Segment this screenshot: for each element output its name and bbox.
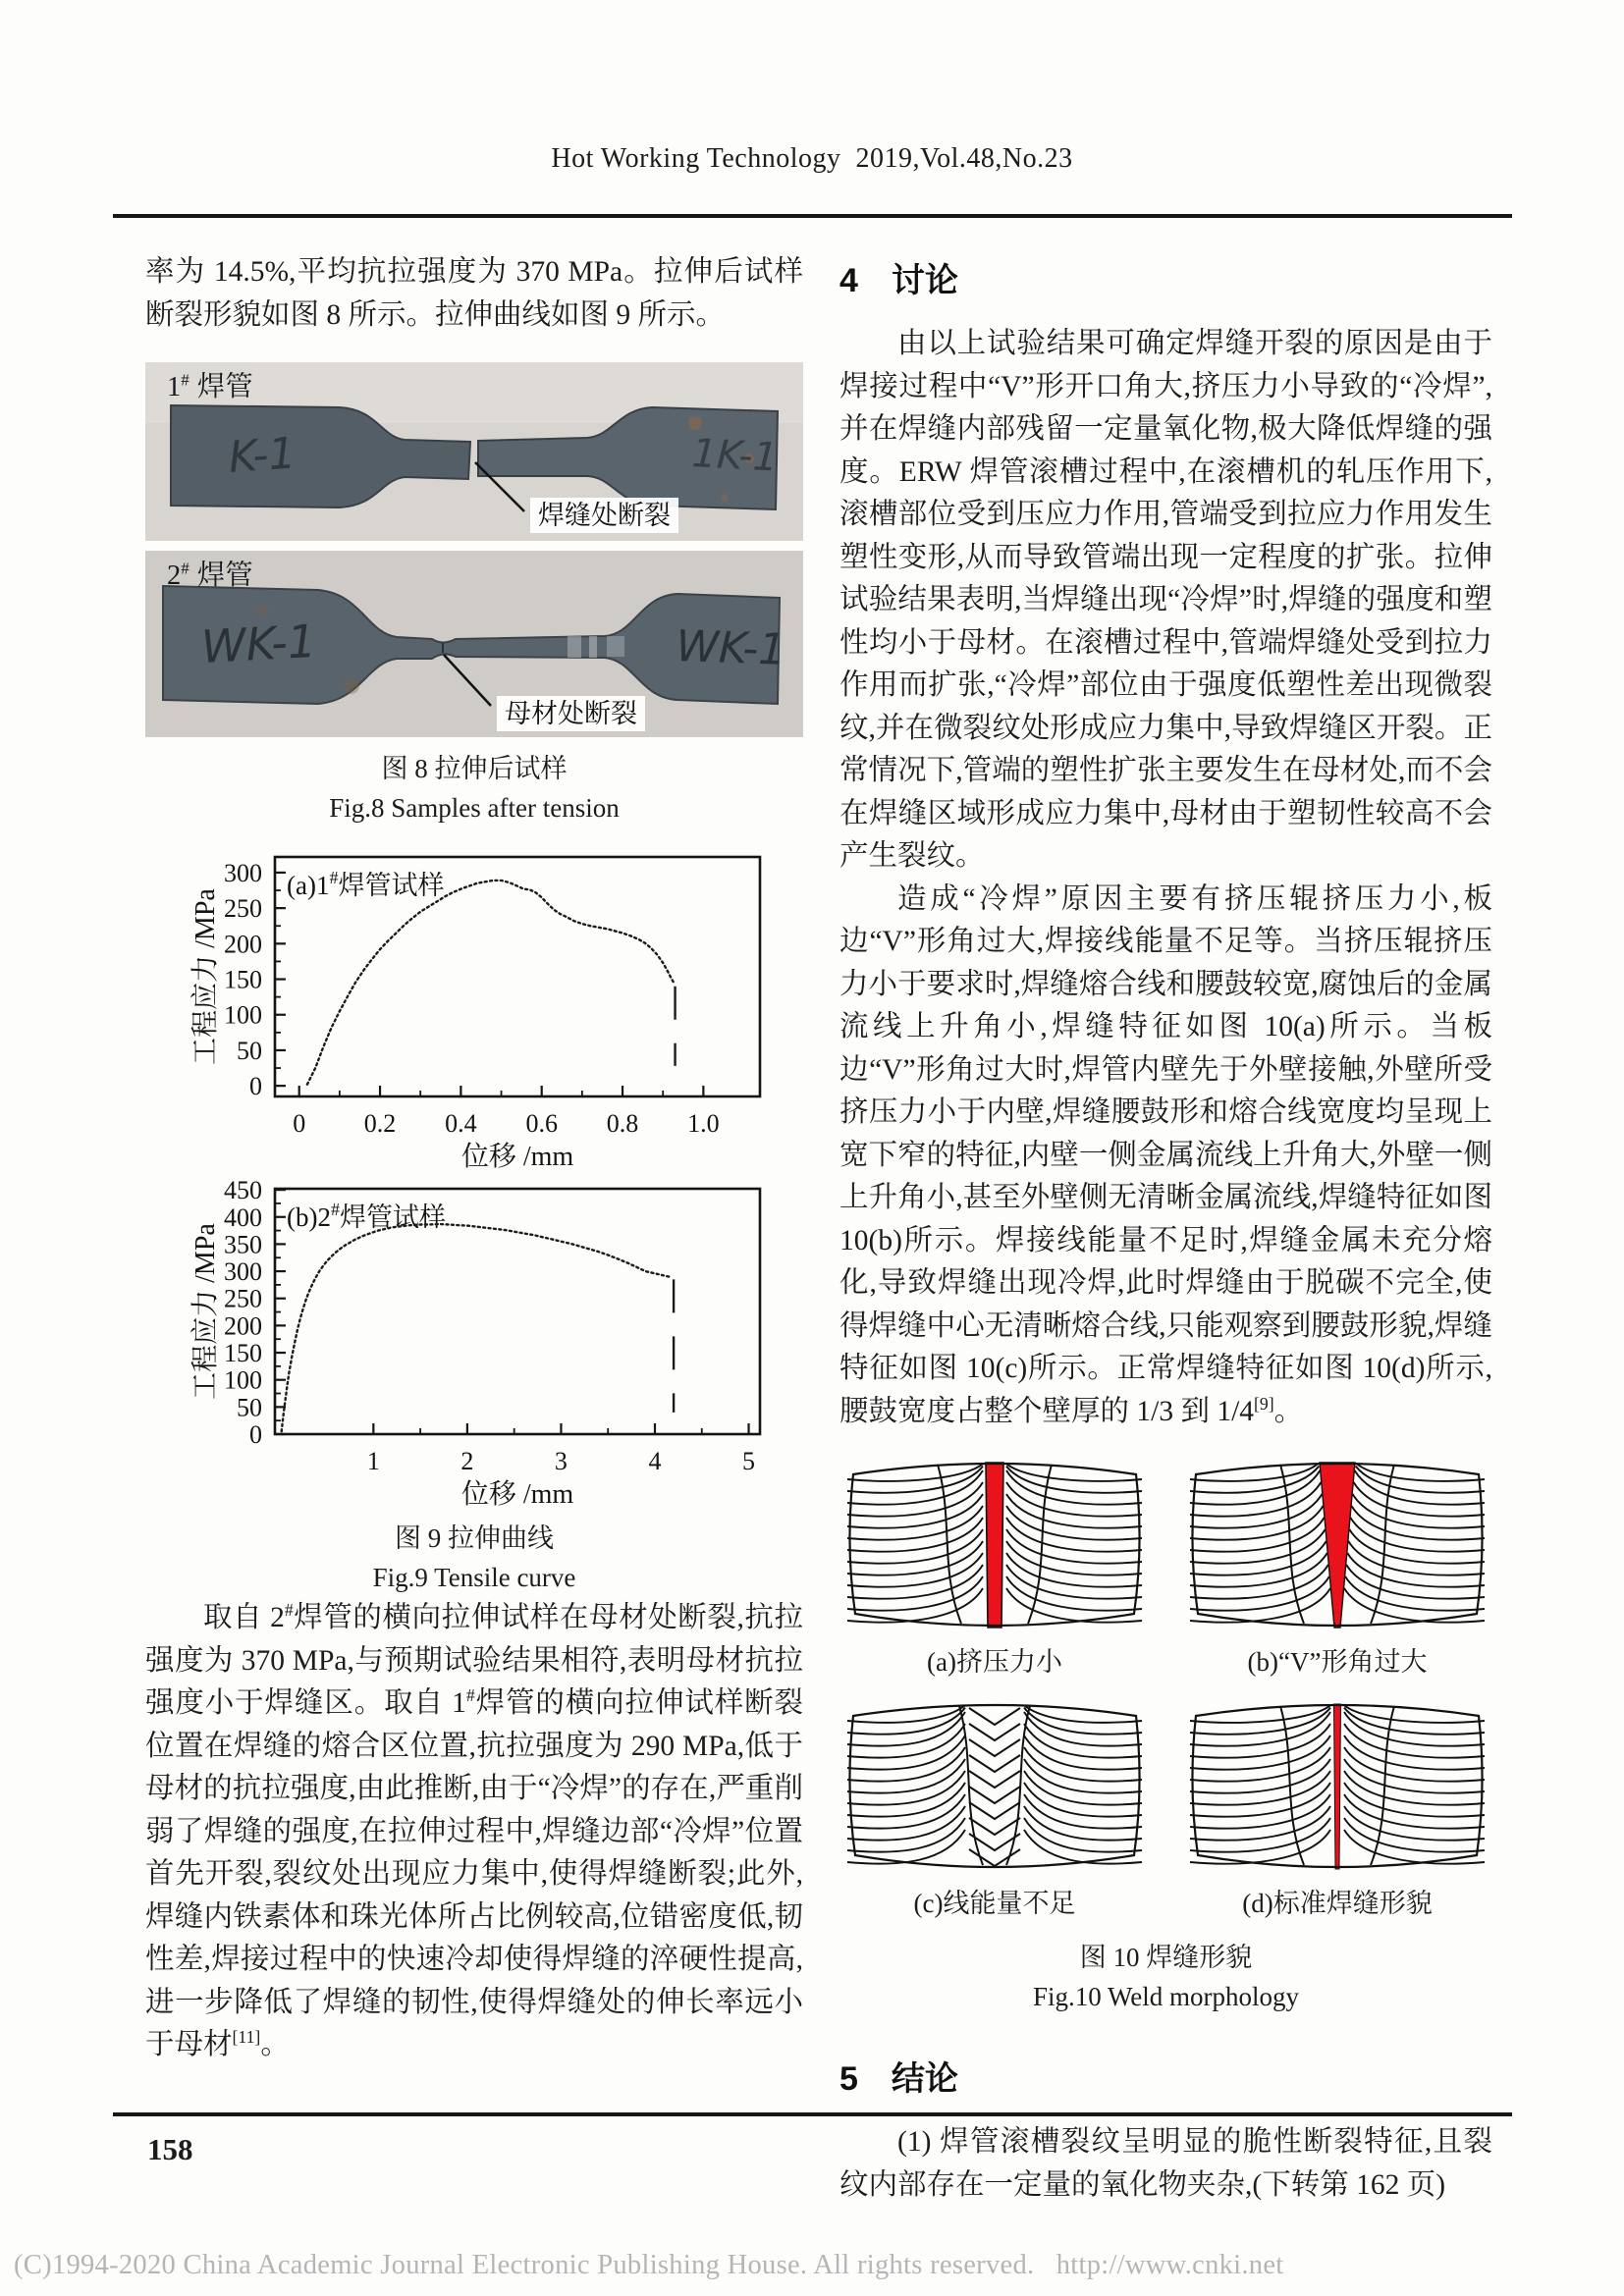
intro-paragraph: 率为 14.5%,平均抗拉强度为 370 MPa。拉伸后试样断裂形貌如图 8 所示。拉伸曲线如图 9 所示。 — [145, 256, 803, 331]
figure8-photo-1 — [145, 362, 803, 541]
svg-text:100: 100 — [224, 1365, 262, 1395]
weld-label-d: (d)标准焊缝形貌 — [1242, 1889, 1433, 1918]
figure10-row-2-labels — [839, 1881, 1492, 1934]
svg-text:0.4: 0.4 — [445, 1109, 477, 1138]
svg-text:250: 250 — [224, 1284, 262, 1313]
svg-text:工程应力 /MPa: 工程应力 /MPa — [190, 1223, 221, 1400]
section4-paragraph-1: 由以上试验结果可确定焊缝开裂的原因是由于焊接过程中“V”形开口角大,挤压力小导致的“冷焊”,并在焊缝内部残留一定量氧化物,极大降低焊缝的强度。ERW 焊管滚槽过程中,在滚槽机的轧压作用下,滚槽部位受到压应力作用,管端受到拉应力作用发生塑性变形,从而导致管端出现一定程度的扩张。拉伸试验结果表明,当焊缝出现“冷焊”时,焊缝的强度和塑性均小于母材。在滚槽过程中,管端焊缝处受到拉力作用而扩张,“冷焊”部位由于强度低塑性差出现微裂纹,并在微裂纹处形成应力集中,导致焊缝区开裂。正常情况下,管端的塑性扩张主要发生在母材处,而不会在焊缝区域形成应力集中,母材由于塑韧性较高不会产生裂纹。 — [839, 328, 1492, 872]
figure8-captions — [145, 749, 803, 828]
photo1-fracture-annotation: 焊缝处断裂 — [530, 498, 678, 533]
copyright-notice: (C)1994-2020 China Academic Journal Electronic Publishing House. All rights reserved. http://www.cnki.net — [14, 2250, 1284, 2280]
svg-text:K-1: K-1 — [227, 428, 298, 483]
figure10-captions — [839, 1938, 1492, 2016]
svg-text:450: 450 — [224, 1181, 262, 1205]
photo2-sample-label: 2# 焊管 — [167, 559, 253, 591]
figure8-caption-en: Fig.8 Samples after tension — [329, 793, 620, 823]
weld-diagram-a — [839, 1451, 1150, 1639]
figure10-diagram-grid — [839, 1451, 1492, 1934]
page-number: 158 — [147, 2132, 193, 2166]
tensile-curve-chart-a — [185, 849, 774, 1175]
tensile-curve-chart-b — [185, 1181, 774, 1513]
svg-text:0.6: 0.6 — [525, 1109, 558, 1138]
weld-morphology-svg-b — [1182, 1451, 1492, 1639]
figure8-photo-2 — [145, 551, 803, 737]
svg-text:1K-1: 1K-1 — [690, 431, 780, 481]
photo1-sample-label: 1# 焊管 — [167, 370, 253, 402]
footer-rule — [113, 2112, 1512, 2116]
weld-label-a: (a)挤压力小 — [927, 1647, 1062, 1677]
svg-text:0.8: 0.8 — [606, 1109, 639, 1138]
svg-text:50: 50 — [237, 1036, 262, 1065]
right-column — [839, 251, 1492, 2207]
svg-text:350: 350 — [224, 1230, 262, 1259]
photo2-fracture-annotation: 母材处断裂 — [497, 696, 645, 731]
discussion-paragraph-left: 取自 2#焊管的横向拉伸试样在母材处断裂,抗拉强度为 370 MPa,与预期试验结果相符,表明母材抗拉强度小于焊缝区。取自 1#焊管的横向拉伸试样断裂位置在焊缝的熔合区位置,抗拉强度为 290 MPa,低于母材的抗拉强度,由此推断,由于“冷焊”的存在,严重削弱了焊缝的强度,在拉伸过程中,焊缝边部“冷焊”位置首先开裂,裂纹处出现应力集中,使得焊缝断裂;此外,焊缝内铁素体和珠光体所占比例较高,位错密度低,韧性差,焊接过程中的快速冷却使得焊缝的淬硬性提高,进一步降低了焊缝的韧性,使得焊缝处的伸长率远小于母材[11]。 — [145, 1600, 803, 2060]
figure9-caption-zh: 图 9 拉伸曲线 — [395, 1523, 554, 1553]
svg-text:3: 3 — [554, 1447, 568, 1475]
svg-text:(a)1#焊管试样: (a)1#焊管试样 — [287, 868, 445, 900]
weld-label-b: (b)“V”形角过大 — [1247, 1647, 1428, 1677]
weld-label-c: (c)线能量不足 — [913, 1889, 1076, 1918]
svg-text:200: 200 — [224, 930, 262, 959]
svg-text:0: 0 — [293, 1109, 306, 1138]
svg-text:0: 0 — [249, 1072, 262, 1101]
section4-heading: 4 讨论 — [839, 262, 958, 299]
figure10-row-1-labels — [839, 1639, 1492, 1692]
svg-text:位移 /mm: 位移 /mm — [460, 1479, 574, 1510]
svg-text:100: 100 — [224, 1000, 262, 1030]
svg-text:1: 1 — [366, 1447, 380, 1475]
svg-text:(b)2#焊管试样: (b)2#焊管试样 — [287, 1200, 446, 1232]
figure8-caption-zh: 图 8 拉伸后试样 — [381, 754, 568, 783]
svg-text:150: 150 — [224, 965, 262, 994]
section4-paragraph-2: 造成“冷焊”原因主要有挤压辊挤压力小,板边“V”形角过大,焊接线能量不足等。当挤压辊挤压力小于要求时,焊缝熔合线和腰鼓较宽,腐蚀后的金属流线上升角小,焊缝特征如图 10(a)所示。当板边“V”形角过大时,焊管内壁先于外壁接触,外壁所受挤压力小于内壁,焊缝腰鼓形和熔合线宽度均呈现上宽下窄的特征,内壁一侧金属流线上升角大,外壁一侧上升角小,甚至外壁侧无清晰金属流线,焊缝特征如图 10(b)所示。焊接线能量不足时,焊缝金属未充分熔化,导致焊缝出现冷焊,此时焊缝由于脱碳不完全,使得焊缝中心无清晰熔合线,只能观察到腰鼓形貌,焊缝特征如图 10(c)所示。正常焊缝特征如图 10(d)所示,腰鼓宽度占整个壁厚的 1/3 到 1/4[9]。 — [839, 882, 1492, 1427]
svg-text:300: 300 — [224, 858, 262, 887]
journal-header: Hot Working Technology 2019,Vol.48,No.23 — [551, 143, 1073, 174]
section5-heading: 5 结论 — [839, 2060, 958, 2098]
figure9-captions — [145, 1519, 803, 1597]
section5-paragraph-1: (1) 焊管滚槽裂纹呈明显的脆性断裂特征,且裂纹内部存在一定量的氧化物夹杂,(下转第 162 页) — [839, 2126, 1492, 2201]
svg-text:300: 300 — [224, 1257, 262, 1287]
weld-diagram-c — [839, 1692, 1150, 1881]
two-column-layout — [145, 251, 1492, 2207]
header-rule — [113, 214, 1512, 218]
svg-text:0.2: 0.2 — [363, 1109, 397, 1138]
svg-text:位移 /mm: 位移 /mm — [460, 1142, 574, 1172]
figure10-caption-en: Fig.10 Weld morphology — [1032, 1982, 1300, 2011]
svg-text:400: 400 — [224, 1202, 262, 1232]
weld-morphology-svg-c — [839, 1692, 1150, 1881]
svg-text:2: 2 — [460, 1447, 474, 1475]
weld-diagram-d — [1182, 1692, 1492, 1881]
svg-text:250: 250 — [224, 894, 262, 924]
svg-text:50: 50 — [237, 1393, 262, 1422]
svg-text:4: 4 — [648, 1447, 662, 1475]
weld-diagram-b — [1182, 1451, 1492, 1639]
left-column — [145, 251, 803, 2207]
svg-text:WK-1: WK-1 — [675, 621, 787, 675]
svg-text:1.0: 1.0 — [687, 1109, 720, 1138]
weld-morphology-svg-d — [1182, 1692, 1492, 1881]
weld-morphology-svg-a — [839, 1451, 1150, 1639]
svg-text:0: 0 — [249, 1420, 262, 1449]
figure9-caption-en: Fig.9 Tensile curve — [372, 1563, 576, 1592]
svg-text:5: 5 — [742, 1447, 756, 1475]
figure10-caption-zh: 图 10 焊缝形貌 — [1079, 1943, 1253, 1972]
svg-text:WK-1: WK-1 — [199, 614, 318, 673]
svg-text:150: 150 — [224, 1339, 262, 1368]
svg-text:200: 200 — [224, 1311, 262, 1341]
figure10-row-2 — [839, 1692, 1492, 1881]
svg-text:工程应力 /MPa: 工程应力 /MPa — [190, 888, 221, 1065]
figure10-row-1 — [839, 1451, 1492, 1639]
